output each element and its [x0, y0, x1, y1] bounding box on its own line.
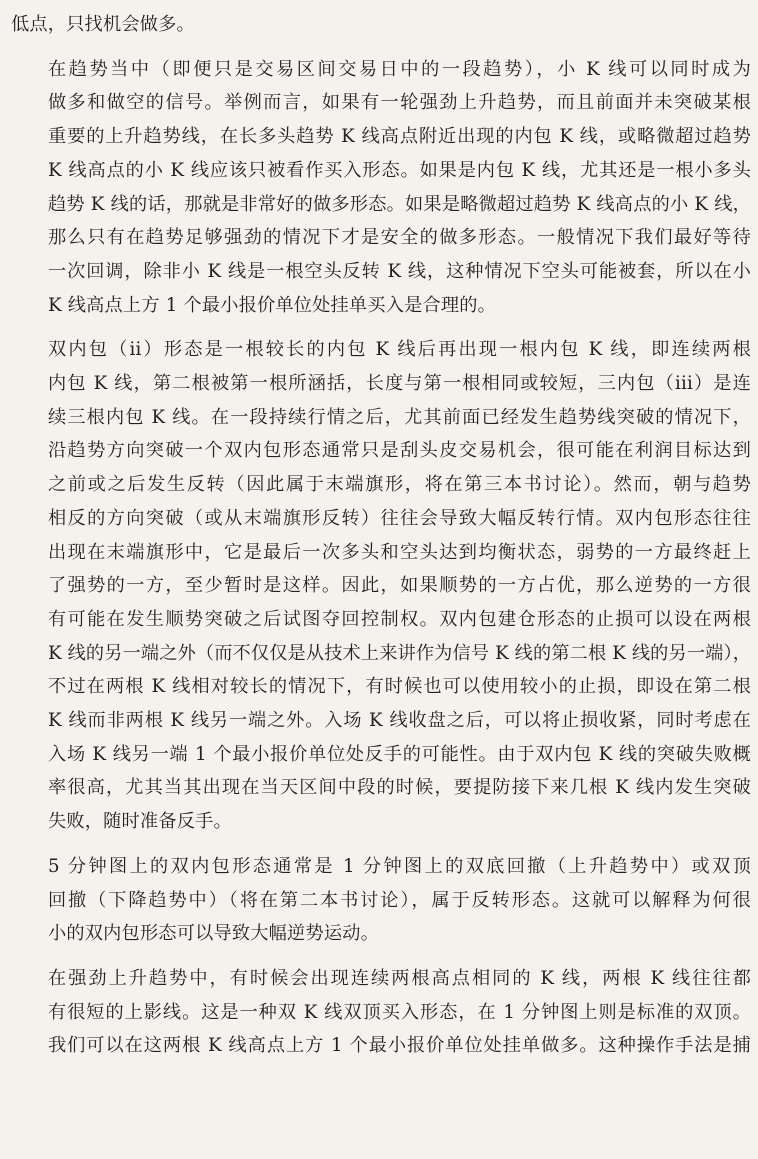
text-line: 做多和做空的信号。举例而言，如果有一轮强劲上升趋势，而且前面并未突破某根 [48, 92, 751, 114]
text-line: 回撤（下降趋势中）（将在第二本书讨论），属于反转形态。这就可以解释为何很 [48, 889, 751, 911]
text-line: 我们可以在这两根 K 线高点上方 1 个最小报价单位处挂单做多。这种操作手法是捕 [48, 1035, 751, 1057]
paragraph-1 [11, 8, 751, 42]
text-line: 续三根内包 K 线。在一段持续行情之后，尤其前面已经发生趋势线突破的情况下， [48, 406, 751, 428]
text-line: 在强劲上升趋势中，有时候会出现连续两根高点相同的 K 线，两根 K 线往往都 [48, 967, 751, 989]
text-line: 出现在末端旗形中，它是最后一次多头和空头达到均衡状态，弱势的一方最终赶上 [48, 541, 751, 563]
body-text [11, 8, 751, 1063]
text-line: 失败，随时准备反手。 [48, 811, 232, 833]
text-line: K 线高点的小 K 线应该只被看作买入形态。如果是内包 K 线，尤其还是一根小多头 [48, 159, 751, 181]
text-line: 一次回调，除非小 K 线是一根空头反转 K 线，这种情况下空头可能被套，所以在小 [48, 260, 751, 282]
text-line: K 线高点上方 1 个最小报价单位处挂单买入是合理的。 [48, 294, 497, 316]
text-line: 在趋势当中（即便只是交易区间交易日中的一段趋势），小 K 线可以同时成为 [48, 58, 751, 80]
text-line: 沿趋势方向突破一个双内包形态通常只是刮头皮交易机会，很可能在利润目标达到 [48, 440, 751, 462]
text-line: 内包 K 线，第二根被第一根所涵括，长度与第一根相同或较短，三内包（iii）是连 [48, 373, 751, 395]
text-line: 相反的方向突破（或从末端旗形反转）往往会导致大幅反转行情。双内包形态往往 [48, 507, 751, 529]
text-line: 有很短的上影线。这是一种双 K 线双顶买入形态，在 1 分钟图上则是标准的双顶。 [48, 1001, 751, 1023]
text-line: 有可能在发生顺势突破之后试图夺回控制权。双内包建仓形态的止损可以设在两根 [48, 608, 751, 630]
text-line: 小的双内包形态可以导致大幅逆势运动。 [48, 923, 379, 945]
text-line: 之前或之后发生反转（因此属于末端旗形，将在第三本书讨论）。然而，朝与趋势 [48, 474, 751, 496]
text-line: 趋势 K 线的话，那就是非常好的做多形态。如果是略微超过趋势 K 线高点的小 K 线， [48, 193, 751, 215]
text-line: 低点，只找机会做多。 [11, 14, 195, 35]
text-line: 了强势的一方，至少暂时是这样。因此，如果顺势的一方占优，那么逆势的一方很 [48, 575, 751, 597]
text-line: 不过在两根 K 线相对较长的情况下，有时候也可以使用较小的止损，即设在第二根 [48, 676, 751, 698]
text-line: 重要的上升趋势线，在长多头趋势 K 线高点附近出现的内包 K 线，或略微超过趋势 [48, 126, 751, 148]
text-line: 5 分钟图上的双内包形态通常是 1 分钟图上的双底回撤（上升趋势中）或双顶 [48, 855, 751, 877]
paragraph-3 [11, 333, 751, 839]
text-line: 入场 K 线另一端 1 个最小报价单位处反手的可能性。由于双内包 K 线的突破失败概 [48, 743, 751, 765]
text-line: 率很高，尤其当其出现在当天区间中段的时候，要提防接下来几根 K 线内发生突破 [48, 777, 751, 799]
paragraph-5 [11, 962, 751, 1063]
text-line: 那么只有在趋势足够强劲的情况下才是安全的做多形态。一般情况下我们最好等待 [48, 227, 751, 249]
paragraph-4 [11, 850, 751, 951]
paragraph-2 [11, 53, 751, 323]
text-line: K 线而非两根 K 线另一端之外。入场 K 线收盘之后，可以将止损收紧，同时考虑在 [48, 710, 751, 732]
text-line: K 线的另一端之外（而不仅仅是从技术上来讲作为信号 K 线的第二根 K 线的另一端）， [48, 642, 751, 664]
text-line: 双内包（ii）形态是一根较长的内包 K 线后再出现一根内包 K 线，即连续两根 [48, 339, 751, 361]
